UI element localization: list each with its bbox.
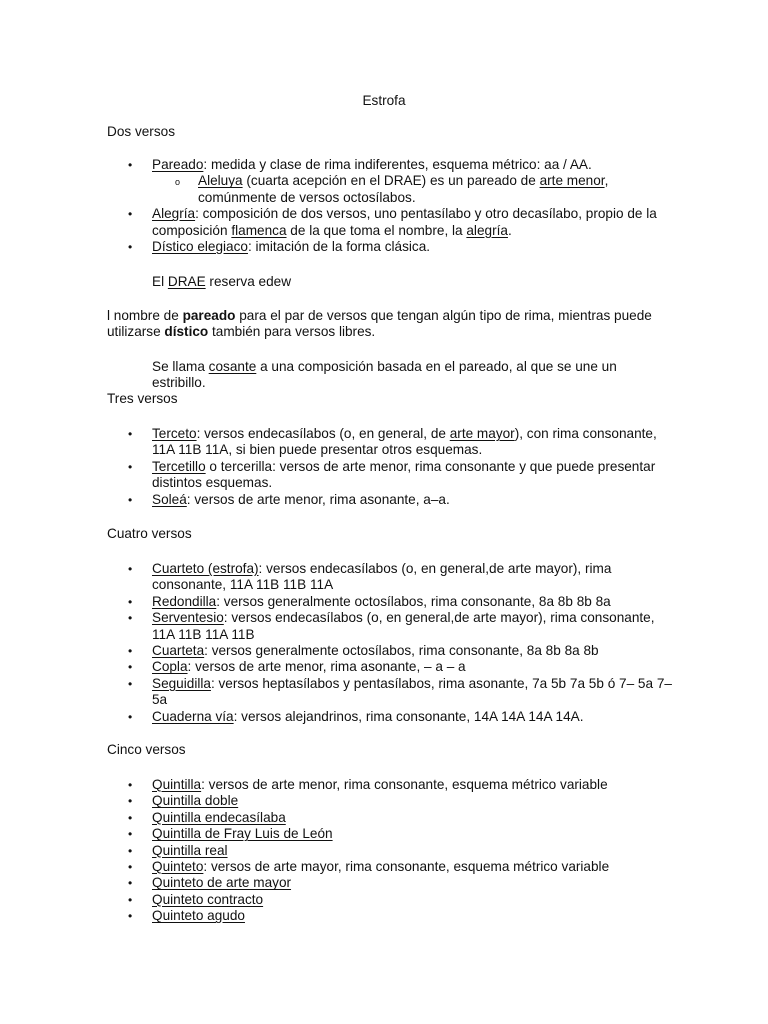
paragraph-cosante xyxy=(152,359,640,392)
pareado-description: : medida y clase de rima indiferentes, esquema métrico: aa / AA. xyxy=(203,157,592,172)
list-cuatro-versos xyxy=(152,561,672,725)
link-pareado[interactable]: Pareado xyxy=(152,157,204,172)
paragraph-pareado-distico xyxy=(107,308,667,341)
list-item-solea xyxy=(152,492,672,508)
list-item-aleluya xyxy=(198,173,638,206)
cosante-pre: Se llama xyxy=(152,359,209,374)
list-item-quintilla xyxy=(152,777,672,793)
link-quintilla[interactable]: Quintilla xyxy=(152,777,202,792)
link-redondilla[interactable]: Redondilla xyxy=(152,593,217,609)
alegria-text-3: . xyxy=(507,222,512,238)
link-quintilla-fray-luis[interactable]: Quintilla de Fray Luis de León xyxy=(152,826,333,842)
list-item-terceto xyxy=(152,426,672,459)
terceto-text-1: : versos endecasílabos (o, en general, de xyxy=(196,426,450,441)
link-drae[interactable]: DRAE xyxy=(167,274,206,289)
link-quinteto-arte-mayor[interactable]: Quinteto de arte mayor xyxy=(152,875,292,891)
list-tres-versos xyxy=(152,426,672,508)
cuaderna-via-text: : versos alejandrinos, rima consonante, 14A 14A 14A 14A. xyxy=(233,708,584,724)
drae-note xyxy=(152,274,291,290)
list-item-pareado xyxy=(152,157,672,206)
heading-tres-versos: Tres versos xyxy=(107,391,178,406)
link-tercetillo[interactable]: Tercetillo xyxy=(152,458,206,474)
list-item-serventesio xyxy=(152,610,672,643)
link-aleluya[interactable]: Aleluya xyxy=(198,173,243,189)
link-quintilla-real[interactable]: Quintilla real xyxy=(152,842,228,858)
link-copla[interactable]: Copla xyxy=(152,659,188,675)
link-quinteto-agudo[interactable]: Quinteto agudo xyxy=(152,908,245,924)
quintilla-text: : versos de arte menor, rima consonante, esquema métrico variable xyxy=(201,777,608,792)
cosante-post: a una composición basada en el pareado, al que se une un estribillo. xyxy=(152,359,617,391)
alegria-text-1: : composición de dos versos, uno pentasílabo y otro decasílabo, propio de la composición xyxy=(152,206,657,238)
link-solea[interactable]: Soleá xyxy=(152,491,187,507)
list-item-quinteto-arte-mayor xyxy=(152,875,672,891)
drae-post: reserva edew xyxy=(205,274,292,289)
para-text-3: también para versos libres. xyxy=(208,324,376,340)
list-dos-versos xyxy=(152,157,672,255)
list-cinco-versos xyxy=(152,777,672,925)
link-arte-menor[interactable]: arte menor xyxy=(539,173,605,189)
link-cosante[interactable]: cosante xyxy=(208,359,257,374)
list-item-distico xyxy=(152,239,672,255)
distico-description: : imitación de la forma clásica. xyxy=(247,239,431,255)
redondilla-text: : versos generalmente octosílabos, rima consonante, 8a 8b 8b 8a xyxy=(216,593,611,609)
link-serventesio[interactable]: Serventesio xyxy=(152,610,224,626)
link-flamenca[interactable]: flamenca xyxy=(231,222,287,238)
link-cuarteto[interactable]: Cuarteto (estrofa) xyxy=(152,561,259,576)
link-cuarteta[interactable]: Cuarteta xyxy=(152,643,205,659)
list-item-quintilla-fray-luis xyxy=(152,826,672,842)
list-item-redondilla xyxy=(152,594,672,610)
link-alegria[interactable]: Alegría xyxy=(152,206,196,222)
list-item-quintilla-endecasilaba xyxy=(152,810,672,826)
list-item-alegria xyxy=(152,206,672,239)
list-item-cuarteta xyxy=(152,643,672,659)
heading-dos-versos: Dos versos xyxy=(107,124,175,139)
terceto-text-2: ), con rima consonante, 11A 11B 11A, si bien puede presentar otros esquemas. xyxy=(152,426,657,458)
list-item-copla xyxy=(152,659,672,675)
heading-cinco-versos: Cinco versos xyxy=(107,742,186,757)
solea-text: : versos de arte menor, rima asonante, a–a. xyxy=(186,491,450,507)
link-distico-elegiaco[interactable]: Dístico elegiaco xyxy=(152,239,248,255)
term-pareado: pareado xyxy=(182,308,236,323)
tercetillo-text: o tercerilla: versos de arte menor, rima consonante y que puede presentar distintos esquemas. xyxy=(152,458,656,491)
link-quinteto-contracto[interactable]: Quinteto contracto xyxy=(152,891,264,907)
sublist-pareado xyxy=(198,173,638,206)
link-arte-mayor[interactable]: arte mayor xyxy=(449,426,515,441)
seguidilla-text: : versos heptasílabos y pentasílabos, rima asonante, 7a 5b 7a 5b ó 7– 5a 7– 5a xyxy=(152,675,672,708)
drae-pre: El xyxy=(152,274,168,289)
link-seguidilla[interactable]: Seguidilla xyxy=(152,675,211,691)
heading-cuatro-versos: Cuatro versos xyxy=(107,526,192,541)
list-item-seguidilla xyxy=(152,676,672,709)
copla-text: : versos de arte menor, rima asonante, – a – a xyxy=(187,659,466,675)
aleluya-text-2: , comúnmente de versos octosílabos. xyxy=(198,173,609,205)
link-quintilla-doble[interactable]: Quintilla doble xyxy=(152,793,239,809)
link-terceto[interactable]: Terceto xyxy=(152,426,197,441)
list-item-quintilla-doble xyxy=(152,793,672,809)
list-item-cuaderna-via xyxy=(152,709,672,725)
para-text-2: para el par de versos que tengan algún tipo de rima, mientras puede utilizarse xyxy=(107,308,652,340)
list-item-quintilla-real xyxy=(152,843,672,859)
list-item-tercetillo xyxy=(152,459,672,492)
link-quinteto[interactable]: Quinteto xyxy=(152,859,204,875)
cuarteta-text: : versos generalmente octosílabos, rima consonante, 8a 8b 8a 8b xyxy=(204,643,599,659)
cuarteto-text: : versos endecasílabos (o, en general,de arte mayor), rima consonante, 11A 11B 11B 11A xyxy=(152,561,612,593)
list-item-quinteto xyxy=(152,859,672,875)
list-item-quinteto-contracto xyxy=(152,892,672,908)
list-item-quinteto-agudo xyxy=(152,908,672,924)
list-item-cuarteto xyxy=(152,561,672,594)
term-distico: dístico xyxy=(164,324,209,340)
link-quintilla-endecasilaba[interactable]: Quintilla endecasílaba xyxy=(152,809,286,825)
serventesio-text: : versos endecasílabos (o, en general,de arte mayor), rima consonante, 11A 11B 11A 11B xyxy=(152,610,655,642)
document-title: Estrofa xyxy=(362,93,406,108)
para-text-1: l nombre de xyxy=(107,308,183,323)
quinteto-text: : versos de arte mayor, rima consonante, esquema métrico variable xyxy=(203,859,610,875)
link-alegria-2[interactable]: alegría xyxy=(466,222,508,238)
aleluya-text-1: (cuarta acepción en el DRAE) es un pareado de xyxy=(242,173,540,189)
link-cuaderna-via[interactable]: Cuaderna vía xyxy=(152,708,234,724)
alegria-text-2: de la que toma el nombre, la xyxy=(286,222,467,238)
